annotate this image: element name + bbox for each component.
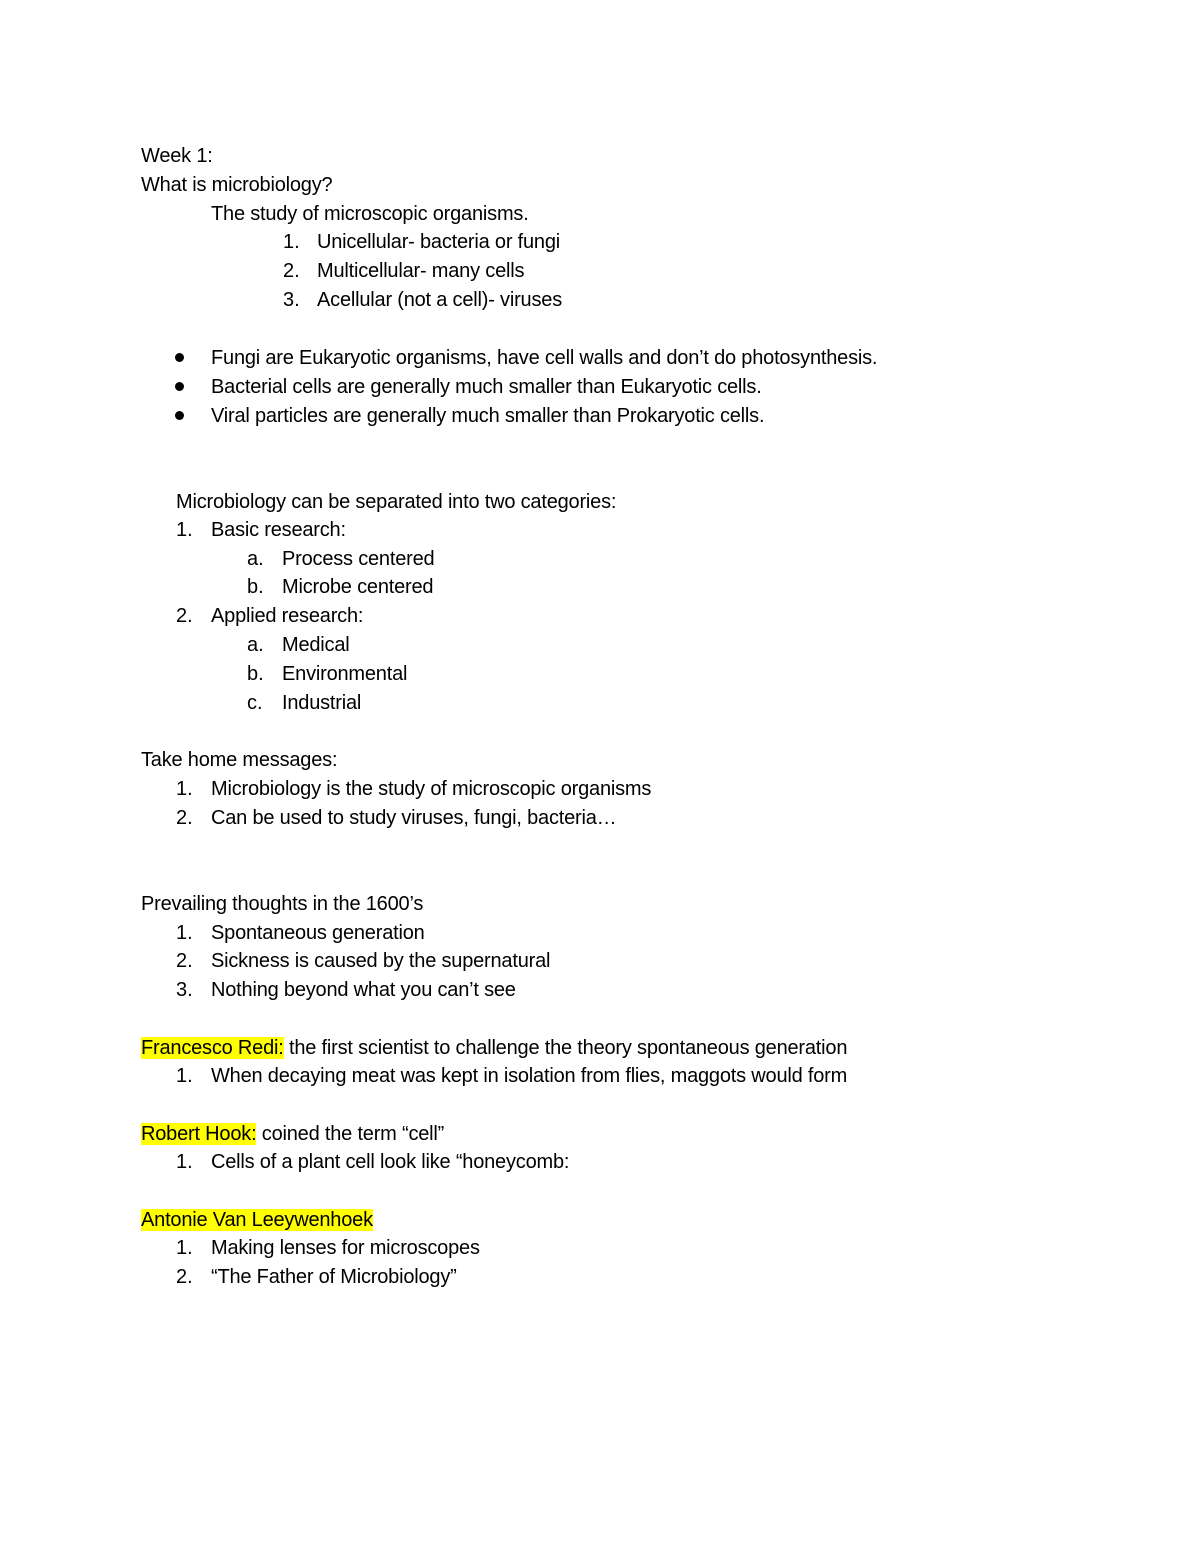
list-item: Applied research: xyxy=(211,605,364,627)
redi-name-highlight: Francesco Redi: xyxy=(141,1037,284,1059)
redi-line xyxy=(141,1034,847,1062)
list-item: Unicellular- bacteria or fungi xyxy=(317,231,561,253)
bullet-icon xyxy=(175,411,184,420)
list-number: 1. xyxy=(176,1237,193,1259)
categories-heading: Microbiology can be separated into two categories: xyxy=(176,491,617,513)
hook-description: coined the term “cell” xyxy=(256,1123,445,1145)
list-letter: b. xyxy=(247,663,264,685)
list-letter: b. xyxy=(247,576,264,598)
list-item: Multicellular- many cells xyxy=(317,260,525,282)
bullet-icon xyxy=(175,353,184,362)
list-number: 2. xyxy=(176,950,193,972)
week-heading: Week 1: xyxy=(141,145,213,167)
list-item: Cells of a plant cell look like “honeycomb: xyxy=(211,1151,570,1173)
definition-text: The study of microscopic organisms. xyxy=(211,203,529,225)
list-letter: a. xyxy=(247,548,264,570)
list-item: Sickness is caused by the supernatural xyxy=(211,950,551,972)
list-number: 2. xyxy=(176,807,193,829)
take-home-heading: Take home messages: xyxy=(141,749,338,771)
list-number: 1. xyxy=(176,1065,193,1087)
list-letter: a. xyxy=(247,634,264,656)
list-item: Basic research: xyxy=(211,519,346,541)
list-number: 1. xyxy=(176,1151,193,1173)
question-title: What is microbiology? xyxy=(141,174,333,196)
list-item: Acellular (not a cell)- viruses xyxy=(317,289,562,311)
list-number: 1. xyxy=(176,778,193,800)
list-number: 2. xyxy=(176,1266,193,1288)
list-number: 1. xyxy=(283,231,300,253)
list-letter: c. xyxy=(247,692,263,714)
redi-description: the first scientist to challenge the theory spontaneous generation xyxy=(283,1037,848,1059)
list-number: 3. xyxy=(283,289,300,311)
list-item: Microbiology is the study of microscopic organisms xyxy=(211,778,652,800)
bullet-item: Bacterial cells are generally much smaller than Eukaryotic cells. xyxy=(211,376,762,398)
list-item: “The Father of Microbiology” xyxy=(211,1266,457,1288)
list-number: 1. xyxy=(176,519,193,541)
list-item: Industrial xyxy=(282,692,362,714)
list-item: When decaying meat was kept in isolation from flies, maggots would form xyxy=(211,1065,848,1087)
list-item: Can be used to study viruses, fungi, bacteria… xyxy=(211,807,617,829)
bullet-item: Viral particles are generally much smaller than Prokaryotic cells. xyxy=(211,405,765,427)
list-number: 1. xyxy=(176,922,193,944)
list-item: Microbe centered xyxy=(282,576,434,598)
list-item: Making lenses for microscopes xyxy=(211,1237,480,1259)
list-item: Spontaneous generation xyxy=(211,922,425,944)
hook-name-highlight: Robert Hook: xyxy=(141,1123,257,1145)
list-item: Nothing beyond what you can’t see xyxy=(211,979,516,1001)
bullet-item: Fungi are Eukaryotic organisms, have cell walls and don’t do photosynthesis. xyxy=(211,347,878,369)
list-item: Environmental xyxy=(282,663,408,685)
list-item: Process centered xyxy=(282,548,435,570)
list-number: 3. xyxy=(176,979,193,1001)
leeuwenhoek-line xyxy=(141,1206,373,1234)
hook-line xyxy=(141,1120,444,1148)
list-item: Medical xyxy=(282,634,350,656)
list-number: 2. xyxy=(283,260,300,282)
prevailing-heading: Prevailing thoughts in the 1600’s xyxy=(141,893,424,915)
list-number: 2. xyxy=(176,605,193,627)
bullet-icon xyxy=(175,382,184,391)
leeuwenhoek-name-highlight: Antonie Van Leeywenhoek xyxy=(141,1209,373,1231)
